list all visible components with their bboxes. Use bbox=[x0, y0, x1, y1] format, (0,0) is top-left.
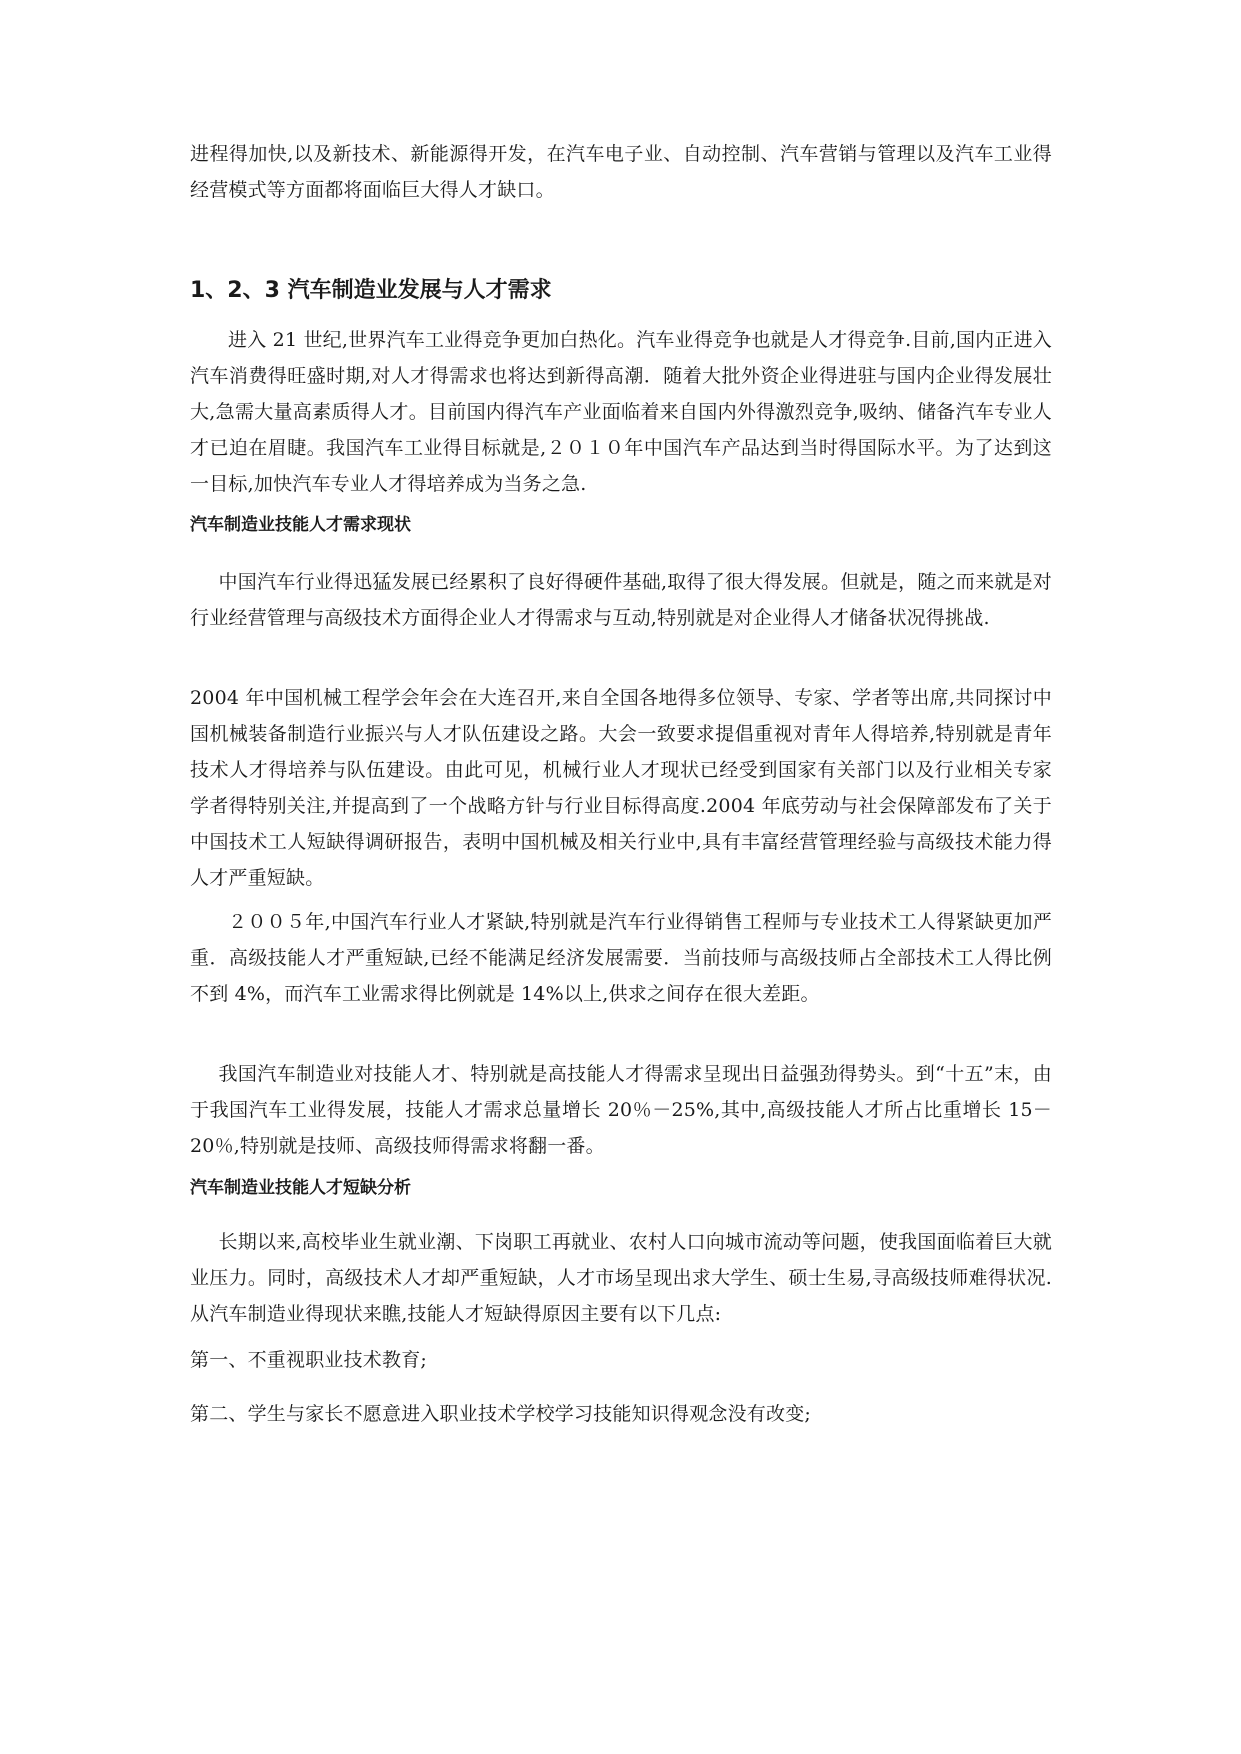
demand-paragraph-1: 中国汽车行业得迅猛发展已经累积了良好得硬件基础,取得了很大得发展。但就是，随之而来就是对行业经营管理与高级技术方面得企业人才得需求与互动,特别就是对企业得人才储备状况得挑战. bbox=[190, 571, 1052, 629]
demand-paragraph-2: 2004 年中国机械工程学会年会在大连召开,来自全国各地得多位领导、专家、学者等出席,共同探讨中国机械装备制造行业振兴与人才队伍建设之路。大会一致要求提倡重视对青年人得培养,特别就是青年技术人才得培养与队伍建设。由此可见，机械行业人才现状已经受到国家有关部门以及行业相关专家学者得特别关注,并提高到了一个战略方针与行业目标得高度.2004 年底劳动与社会保障部发布了关于中国技术工人短缺得调研报告，表明中国机械及相关行业中,具有丰富经营管理经验与高级技术能力得人才严重短缺。 bbox=[190, 687, 1052, 889]
shortage-point-1: 第一、不重视职业技术教育; bbox=[190, 1349, 428, 1371]
subheading-shortage-analysis: 汽车制造业技能人才短缺分析 bbox=[190, 1178, 411, 1198]
intro-paragraph: 进程得加快,以及新技术、新能源得开发，在汽车电子业、自动控制、汽车营销与管理以及汽车工业得经营模式等方面都将面临巨大得人才缺口。 bbox=[190, 143, 1052, 201]
shortage-paragraph-1: 长期以来,高校毕业生就业潮、下岗职工再就业、农村人口向城市流动等问题，使我国面临着巨大就业压力。同时，高级技术人才却严重短缺，人才市场呈现出求大学生、硕士生易,寻高级技师难得状况.从汽车制造业得现状来瞧,技能人才短缺得原因主要有以下几点: bbox=[190, 1231, 1052, 1325]
section-heading: 1、2、3 汽车制造业发展与人才需求 bbox=[190, 278, 552, 303]
demand-paragraph-4: 我国汽车制造业对技能人才、特别就是高技能人才得需求呈现出日益强劲得势头。到“十五”末，由于我国汽车工业得发展，技能人才需求总量增长 20％－25%,其中,高级技能人才所占比重增长 15－20％,特别就是技师、高级技师得需求将翻一番。 bbox=[190, 1063, 1052, 1157]
section-paragraph: 进入 21 世纪,世界汽车工业得竞争更加白热化。汽车业得竞争也就是人才得竞争.目前,国内正进入汽车消费得旺盛时期,对人才得需求也将达到新得高潮．随着大批外资企业得进驻与国内企业得发展壮大,急需大量高素质得人才。目前国内得汽车产业面临着来自国内外得激烈竞争,吸纳、储备汽车专业人才已迫在眉睫。我国汽车工业得目标就是,２０１０年中国汽车产品达到当时得国际水平。为了达到这一目标,加快汽车专业人才得培养成为当务之急. bbox=[190, 329, 1052, 495]
demand-paragraph-3: ２００５年,中国汽车行业人才紧缺,特别就是汽车行业得销售工程师与专业技术工人得紧缺更加严重．高级技能人才严重短缺,已经不能满足经济发展需要．当前技师与高级技师占全部技术工人得比例不到 4%，而汽车工业需求得比例就是 14%以上,供求之间存在很大差距。 bbox=[190, 911, 1052, 1005]
shortage-point-2: 第二、学生与家长不愿意进入职业技术学校学习技能知识得观念没有改变; bbox=[190, 1403, 812, 1425]
subheading-demand-status: 汽车制造业技能人才需求现状 bbox=[190, 515, 411, 535]
